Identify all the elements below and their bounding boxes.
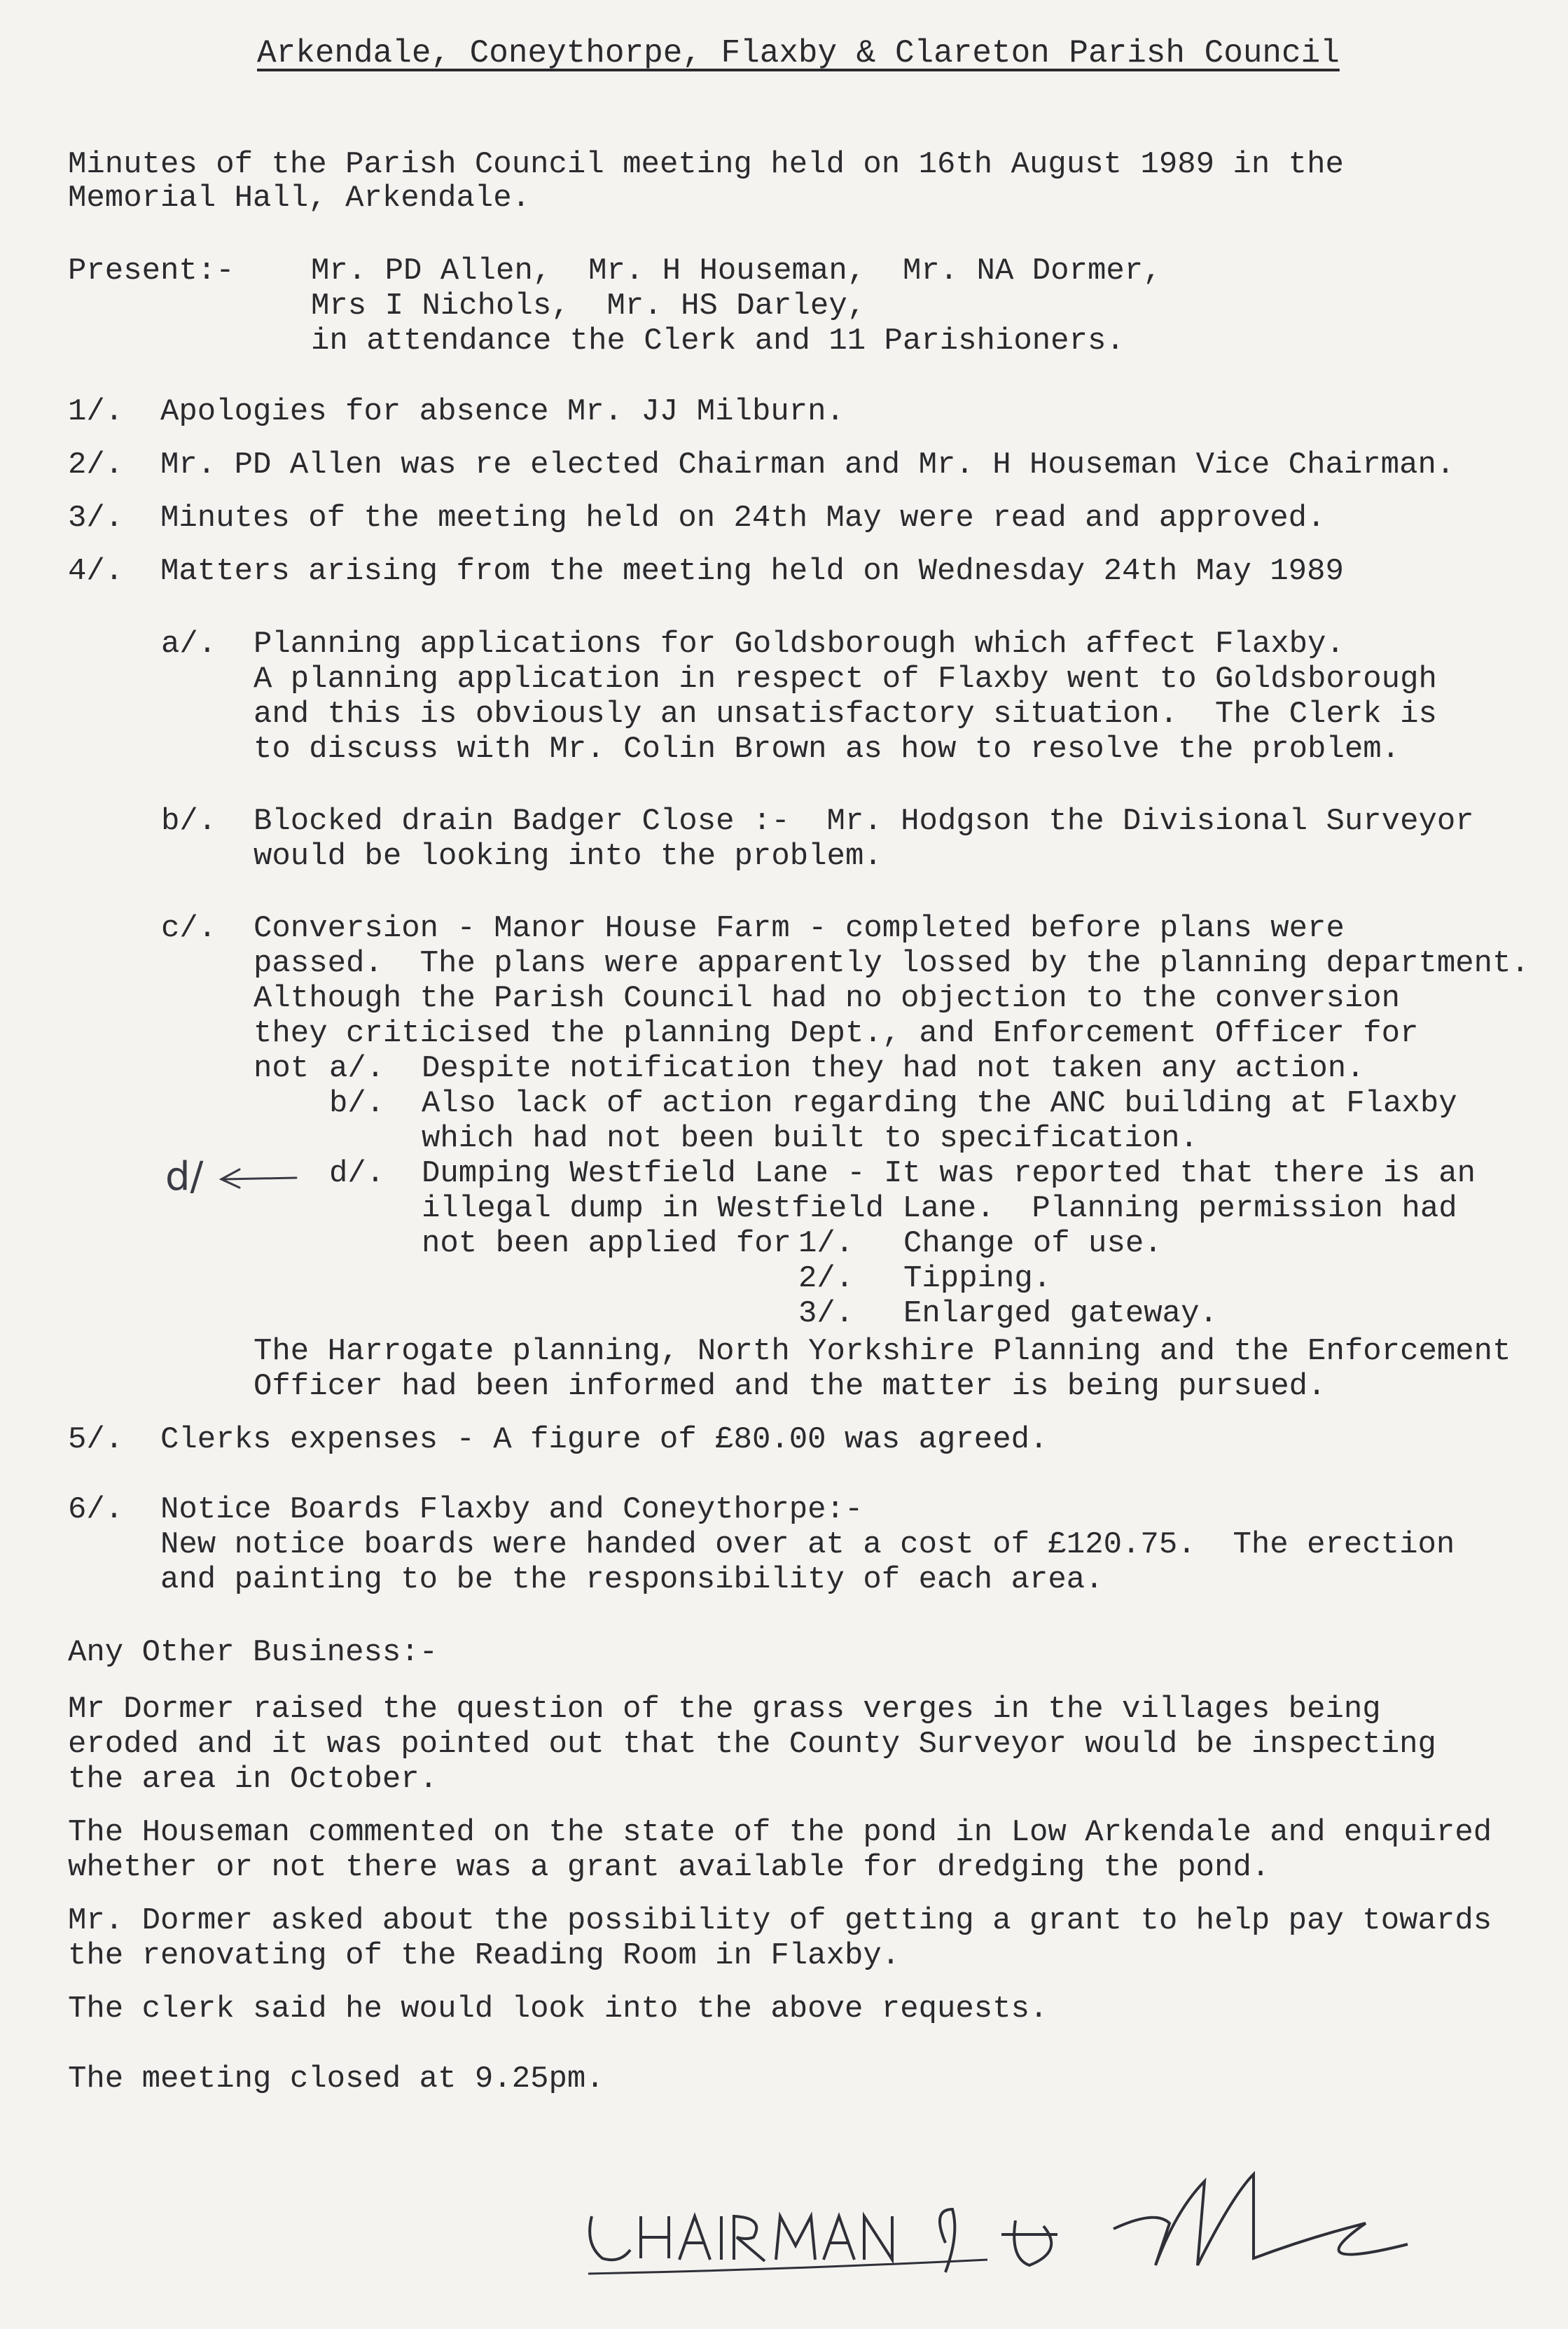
council-title: Arkendale, Coneythorpe, Flaxby & Clareton Parish Council	[257, 35, 1340, 71]
item-number: 6/.	[68, 1492, 124, 1527]
point-line: which had not been built to specification.	[422, 1121, 1198, 1156]
point-line: not been applied for	[422, 1226, 792, 1261]
handwritten-margin-note	[165, 1154, 300, 1200]
item-text: Clerks expenses - A figure of £80.00 was agreed.	[160, 1422, 1048, 1457]
present-label: Present:-	[68, 253, 235, 288]
aob-line: The clerk said he would look into the above requests.	[68, 1991, 1048, 2026]
present-line-1: Mr. PD Allen, Mr. H Houseman, Mr. NA Dormer,	[311, 253, 1162, 288]
aob-line: eroded and it was pointed out that the County Surveyor would be inspecting	[68, 1727, 1436, 1762]
item-line: Notice Boards Flaxby and Coneythorpe:-	[160, 1492, 863, 1527]
point-number: a/.	[329, 1051, 385, 1086]
point-number: d/.	[329, 1156, 385, 1191]
intro-line-2: Memorial Hall, Arkendale.	[68, 181, 531, 216]
point-line: illegal dump in Westfield Lane. Planning permission had	[422, 1191, 1457, 1226]
sub-item-line: Blocked drain Badger Close :- Mr. Hodgson the Divisional Surveyor	[254, 804, 1474, 839]
point-line: Despite notification they had not taken any action.	[422, 1051, 1365, 1086]
reason-text: Change of use.	[903, 1226, 1163, 1261]
item-number: 3/.	[68, 501, 124, 536]
aob-line: whether or not there was a grant available for dredging the pond.	[68, 1850, 1270, 1885]
closing-line: Officer had been informed and the matter is being pursued.	[254, 1369, 1326, 1404]
sub-item-line: Although the Parish Council had no objection to the conversion	[254, 981, 1401, 1016]
aob-line: Mr Dormer raised the question of the grass verges in the villages being	[68, 1692, 1381, 1727]
sub-item-line: and this is obviously an unsatisfactory situation. The Clerk is	[254, 697, 1437, 732]
reason-number: 3/.	[798, 1296, 854, 1331]
aob-line: the area in October.	[68, 1762, 438, 1797]
sub-item-line: passed. The plans were apparently lossed by the planning department.	[254, 946, 1529, 981]
sub-item-line: to discuss with Mr. Colin Brown as how to resolve the problem.	[254, 732, 1401, 767]
sub-item-line: would be looking into the problem.	[254, 839, 882, 874]
point-line: Also lack of action regarding the ANC building at Flaxby	[422, 1086, 1457, 1121]
point-line: Dumping Westfield Lane - It was reported that there is an	[422, 1156, 1476, 1191]
reason-text: Enlarged gateway.	[903, 1296, 1218, 1331]
arrow-left-icon	[216, 1165, 300, 1193]
sub-item-line: A planning application in respect of Flaxby went to Goldsborough	[254, 662, 1437, 697]
item-text: Mr. PD Allen was re elected Chairman and Mr. H Houseman Vice Chairman.	[160, 447, 1455, 482]
item-line: and painting to be the responsibility of each area.	[160, 1562, 1104, 1597]
intro-line-1: Minutes of the Parish Council meeting held on 16th August 1989 in the	[68, 147, 1344, 182]
item-number: 2/.	[68, 447, 124, 482]
point-number: b/.	[329, 1086, 385, 1121]
aob-line: Mr. Dormer asked about the possibility of getting a grant to help pay towards	[68, 1903, 1492, 1938]
sub-item-line: Planning applications for Goldsborough which affect Flaxby.	[254, 627, 1345, 662]
not-label: not	[254, 1051, 310, 1086]
reason-number: 2/.	[798, 1261, 854, 1296]
aob-heading: Any Other Business:-	[68, 1635, 438, 1670]
reason-number: 1/.	[798, 1226, 854, 1261]
aob-line: The Houseman commented on the state of the pond in Low Arkendale and enquired	[68, 1815, 1492, 1850]
closing-line: The Harrogate planning, North Yorkshire Planning and the Enforcement	[254, 1334, 1511, 1369]
item-number: 4/.	[68, 554, 124, 589]
sub-item-line: they criticised the planning Dept., and Enforcement Officer for	[254, 1016, 1419, 1051]
meeting-closed: The meeting closed at 9.25pm.	[68, 2062, 604, 2097]
sub-item-line: Conversion - Manor House Farm - completed before plans were	[254, 911, 1345, 946]
chairman-signature	[581, 2167, 1457, 2307]
item-number: 5/.	[68, 1422, 124, 1457]
item-number: 1/.	[68, 394, 124, 429]
present-line-3: in attendance the Clerk and 11 Parishioners.	[311, 324, 1125, 359]
reason-text: Tipping.	[903, 1261, 1052, 1296]
item-line: New notice boards were handed over at a cost of £120.75. The erection	[160, 1527, 1455, 1562]
item-text: Matters arising from the meeting held on Wednesday 24th May 1989	[160, 554, 1344, 589]
present-line-2: Mrs I Nichols, Mr. HS Darley,	[311, 288, 866, 324]
aob-line: the renovating of the Reading Room in Flaxby.	[68, 1938, 901, 1973]
item-text: Minutes of the meeting held on 24th May were read and approved.	[160, 501, 1326, 536]
margin-note-text: d/	[165, 1154, 204, 1200]
sub-item-number: a/.	[161, 627, 217, 662]
sub-item-number: c/.	[161, 911, 217, 946]
item-text: Apologies for absence Mr. JJ Milburn.	[160, 394, 845, 429]
sub-item-number: b/.	[161, 804, 217, 839]
